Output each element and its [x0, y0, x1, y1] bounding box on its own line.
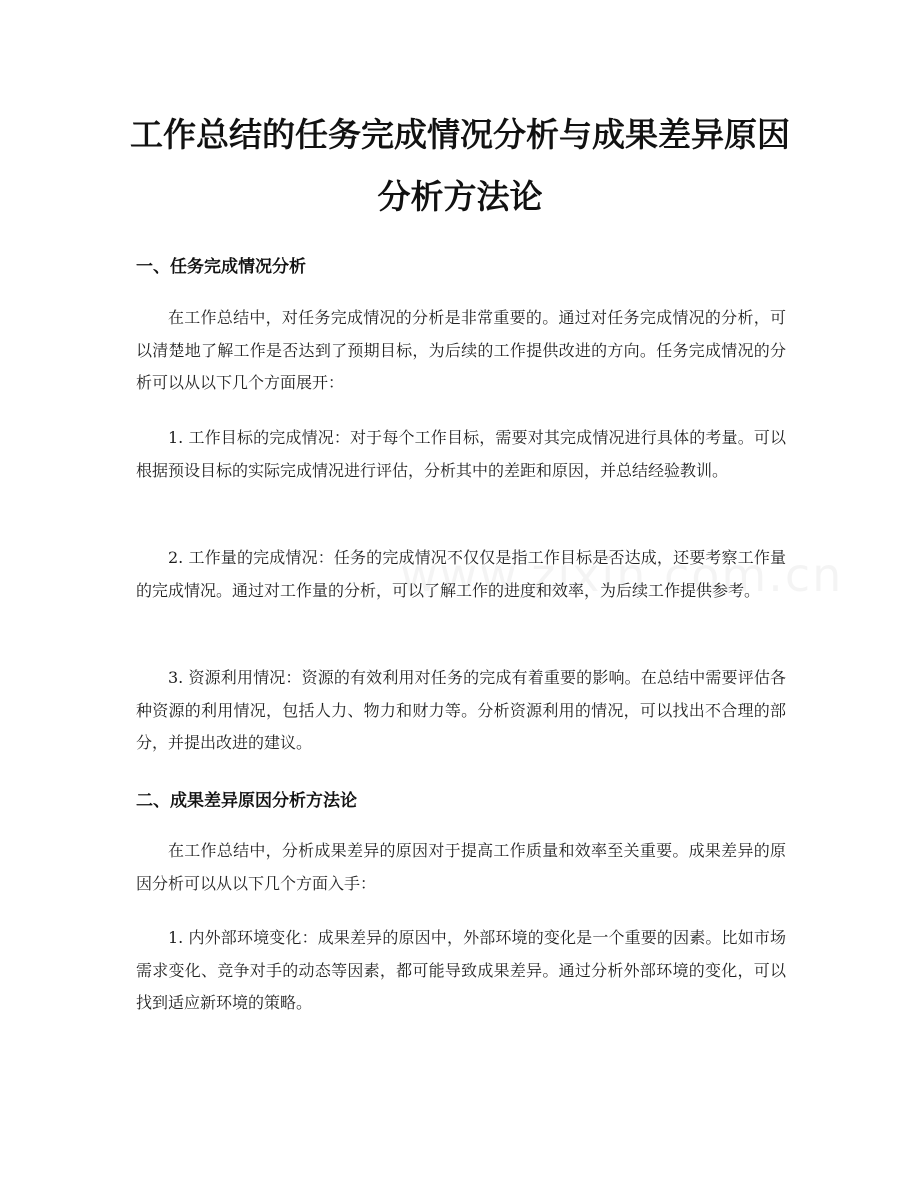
section-heading-1: 一、任务完成情况分析 — [136, 257, 306, 277]
section-heading-2: 二、成果差异原因分析方法论 — [136, 791, 357, 811]
section2-intro-paragraph: 在工作总结中，分析成果差异的原因对于提高工作质量和效率至关重要。成果差异的原因分析可以从以下几个方面入手： — [136, 841, 786, 893]
document-title: 工作总结的任务完成情况分析与成果差异原因分析方法论 — [130, 115, 790, 216]
section2-item-1: 1. 内外部环境变化：成果差异的原因中，外部环境的变化是一个重要的因素。比如市场需求变化、竞争对手的动态等因素，都可能导致成果差异。通过分析外部环境的变化，可以找到适应新环境的策略。 — [136, 928, 786, 1012]
section1-item-1: 1. 工作目标的完成情况：对于每个工作目标，需要对其完成情况进行具体的考量。可以根据预设目标的实际完成情况进行评估，分析其中的差距和原因，并总结经验教训。 — [136, 428, 786, 480]
section1-item-3: 3. 资源利用情况：资源的有效利用对任务的完成有着重要的影响。在总结中需要评估各种资源的利用情况，包括人力、物力和财力等。分析资源利用的情况，可以找出不合理的部分，并提出改进的建议。 — [136, 668, 786, 752]
section1-item-2: 2. 工作量的完成情况：任务的完成情况不仅仅是指工作目标是否达成，还要考察工作量的完成情况。通过对工作量的分析，可以了解工作的进度和效率，为后续工作提供参考。 — [136, 548, 786, 600]
section1-intro-paragraph: 在工作总结中，对任务完成情况的分析是非常重要的。通过对任务完成情况的分析，可以清楚地了解工作是否达到了预期目标，为后续的工作提供改进的方向。任务完成情况的分析可以从以下几个方面展开： — [136, 308, 786, 392]
